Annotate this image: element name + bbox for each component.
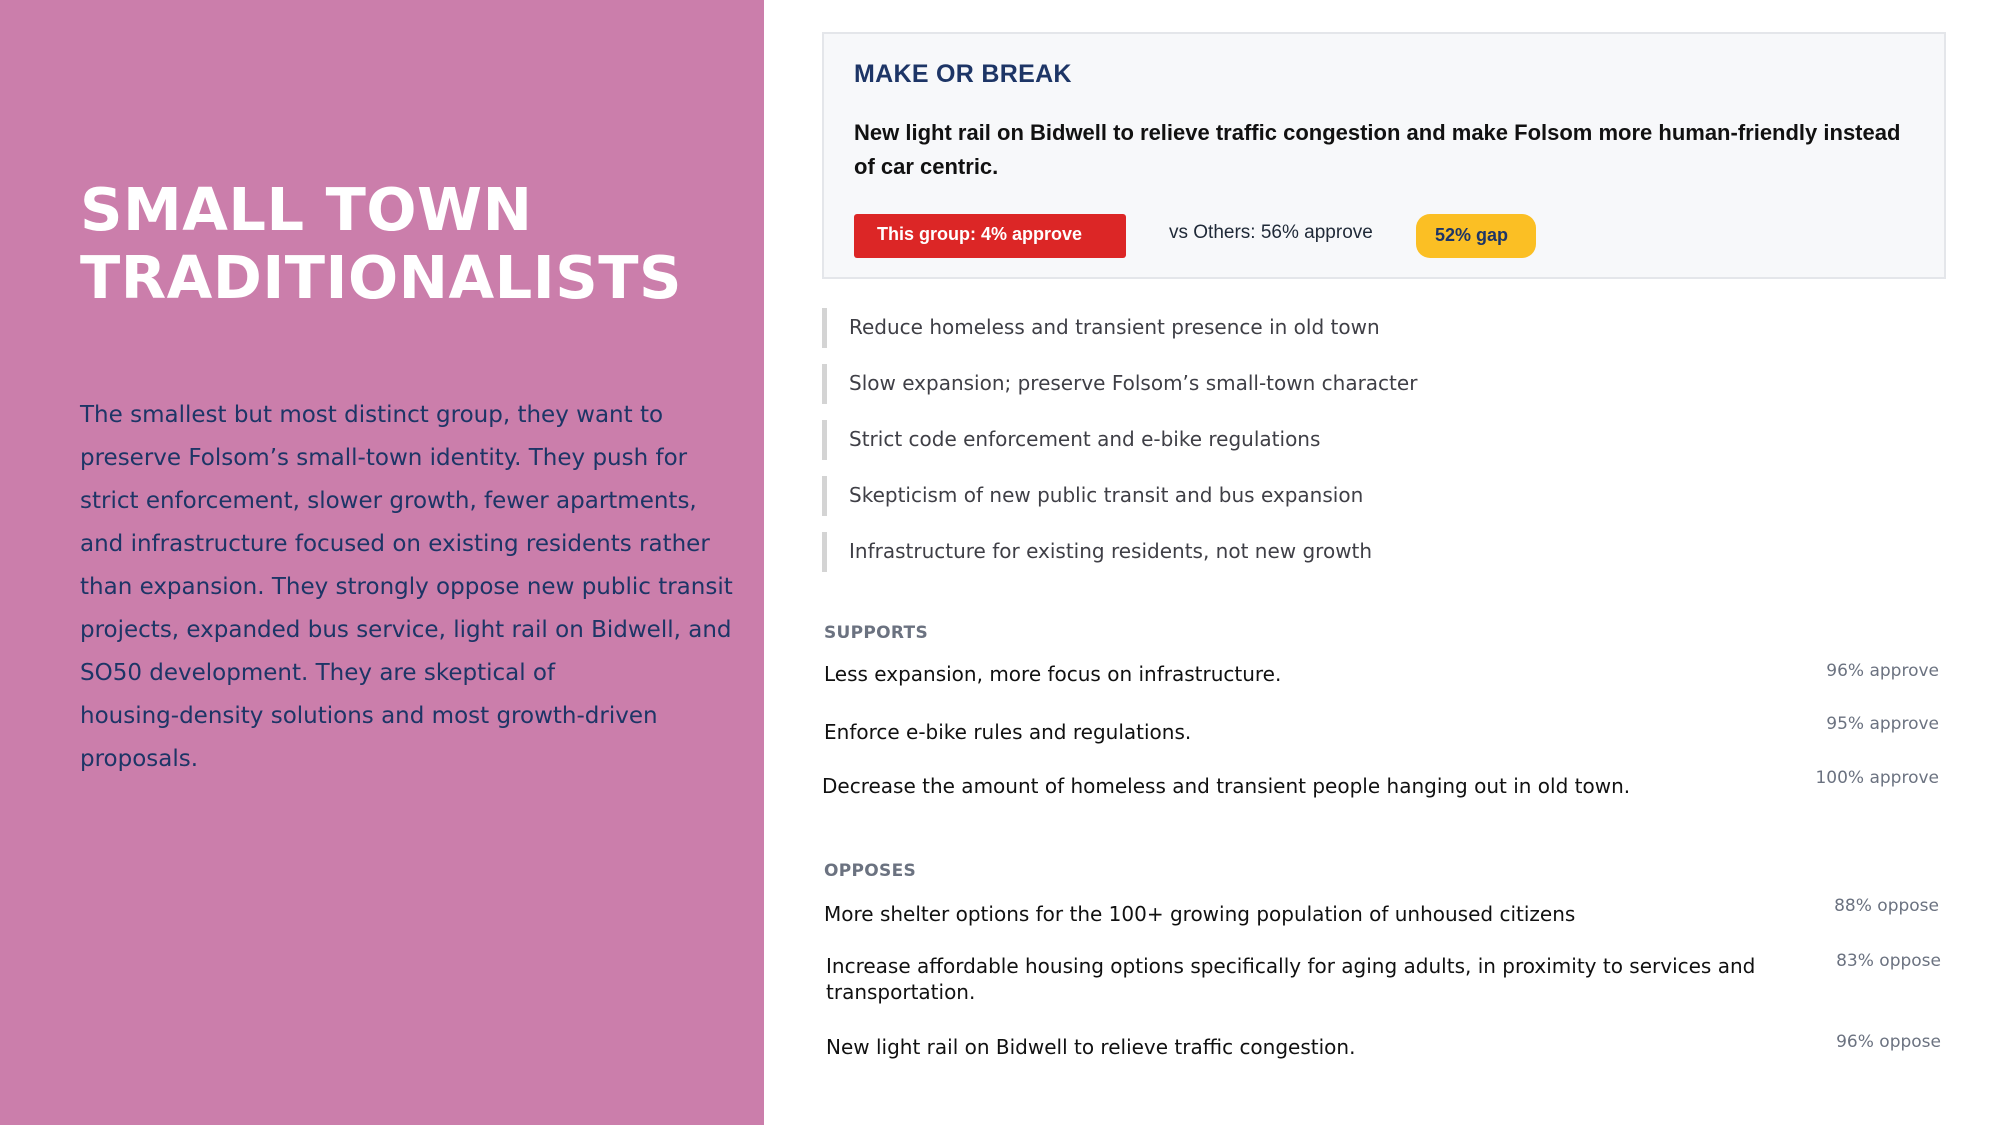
description-line: proposals. [80, 746, 199, 772]
oppose-item-percent: 83% oppose [1836, 951, 1941, 971]
support-item-line: Less expansion, more focus on infrastructure. [824, 662, 1282, 686]
oppose-item-percent: 96% oppose [1836, 1032, 1941, 1052]
description-line: The smallest but most distinct group, they want to [80, 402, 664, 428]
description-line: than expansion. They strongly oppose new public transit [80, 574, 733, 600]
make-or-break-text [854, 116, 1924, 184]
oppose-item-line: New light rail on Bidwell to relieve traffic congestion. [826, 1035, 1356, 1059]
priority-item: Slow expansion; preserve Folsom’s small-town character [822, 364, 1922, 404]
priorities-list [822, 308, 1922, 588]
segment-panel [0, 0, 764, 1125]
oppose-item-text [824, 901, 1575, 927]
others-approval-text: vs Others: 56% approve [1169, 222, 1373, 243]
support-item-text [822, 773, 1630, 799]
support-item-line: Enforce e-bike rules and regulations. [824, 720, 1192, 744]
supports-heading: SUPPORTS [824, 623, 928, 643]
description-line: strict enforcement, slower growth, fewer apartments, [80, 488, 697, 514]
opposes-heading: OPPOSES [824, 861, 917, 881]
make-or-break-heading: MAKE OR BREAK [854, 60, 1072, 88]
oppose-item-line: Increase affordable housing options specifically for aging adults, in proximity to services and [826, 954, 1756, 978]
support-item-percent: 100% approve [1815, 768, 1939, 788]
description-line: and infrastructure focused on existing residents rather [80, 531, 710, 557]
priority-item: Strict code enforcement and e-bike regulations [822, 420, 1922, 460]
segment-title-line: SMALL TOWN [80, 175, 533, 244]
priority-item: Skepticism of new public transit and bus expansion [822, 476, 1922, 516]
description-line: preserve Folsom’s small-town identity. They push for [80, 445, 688, 471]
description-line: housing-density solutions and most growth-driven [80, 703, 658, 729]
oppose-item-line: transportation. [826, 980, 976, 1004]
oppose-item-percent: 88% oppose [1834, 896, 1939, 916]
oppose-item-line: More shelter options for the 100+ growing population of unhoused citizens [824, 902, 1576, 926]
make-or-break-text-line: New light rail on Bidwell to relieve traffic congestion and make Folsom more human-friendly instead [854, 120, 1901, 145]
gap-badge: 52% gap [1416, 214, 1536, 258]
support-item-percent: 96% approve [1826, 661, 1939, 681]
segment-description [80, 394, 733, 781]
oppose-item-text [826, 1034, 1355, 1060]
priority-item: Infrastructure for existing residents, not new growth [822, 532, 1922, 572]
support-item-line: Decrease the amount of homeless and transient people hanging out in old town. [822, 774, 1631, 798]
support-item-text [824, 719, 1191, 745]
segment-title-line: TRADITIONALISTS [80, 243, 682, 312]
priority-item: Reduce homeless and transient presence in old town [822, 308, 1922, 348]
description-line: SO50 development. They are skeptical of [80, 660, 556, 686]
support-item-percent: 95% approve [1826, 714, 1939, 734]
make-or-break-card [822, 32, 1946, 279]
group-approval-badge: This group: 4% approve [854, 214, 1126, 258]
support-item-text [824, 661, 1281, 687]
make-or-break-text-line: of car centric. [854, 154, 999, 179]
segment-title [80, 176, 700, 312]
description-line: projects, expanded bus service, light rail on Bidwell, and [80, 617, 732, 643]
oppose-item-text [826, 953, 1755, 1005]
